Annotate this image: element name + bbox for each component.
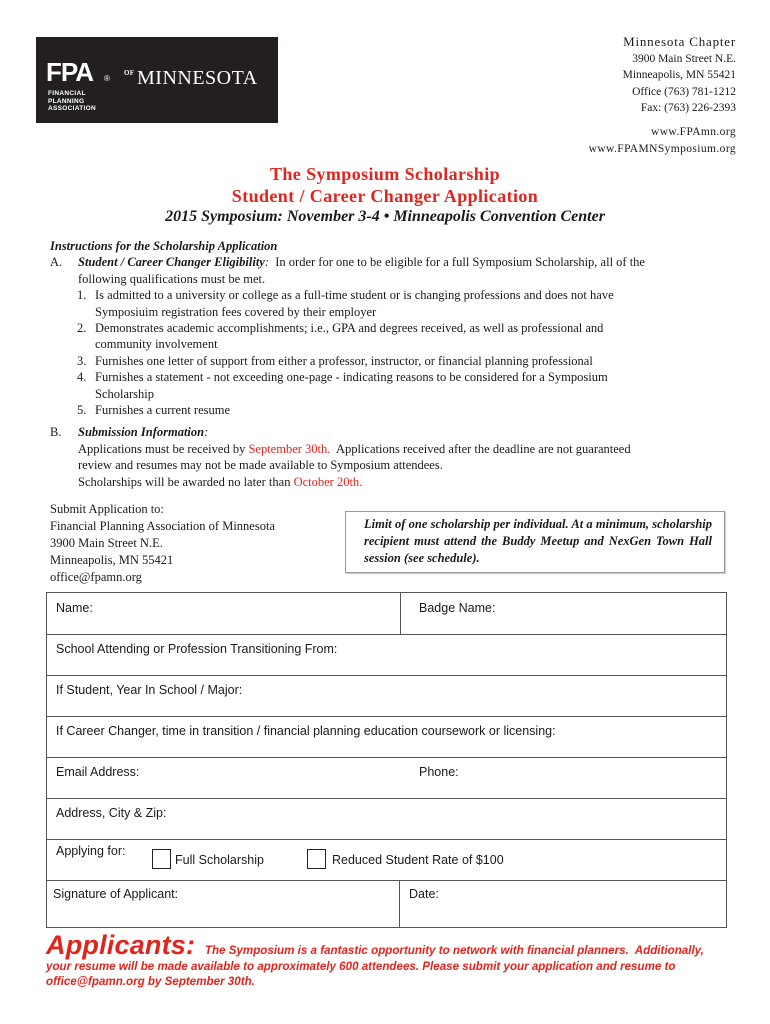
qualification-item: 2. Demonstrates academic accomplishments; i.e., GPA and degrees received, as well as professional and <box>77 321 604 336</box>
form-row-school <box>47 634 726 676</box>
logo-trademark: ® <box>104 74 110 83</box>
career-label: If Career Changer, time in transition / financial planning education coursework or licensing: <box>56 724 556 738</box>
form-row-career <box>47 716 726 758</box>
student-label: If Student, Year In School / Major: <box>56 683 243 697</box>
city: Minneapolis, MN 55421 <box>622 69 736 81</box>
website-symposium[interactable]: www.FPAMNSymposium.org <box>588 142 736 155</box>
submit-address: Submit Application to: Financial Planning Association of Minnesota 3900 Main Street N.E. Minneapolis, MN 55421 office@fpamn.org <box>50 502 275 584</box>
qualification-item: 4. Furnishes a statement - not exceeding one-page - indicating reasons to be considered for a Symposium <box>77 370 608 385</box>
address-label: Address, City & Zip: <box>56 806 167 820</box>
fpa-minnesota-logo <box>36 37 278 123</box>
qualification-item: 5. Furnishes a current resume <box>77 403 231 418</box>
award-date: October 20th. <box>293 474 363 489</box>
badge-name-label: Badge Name: <box>419 601 496 615</box>
logo-fpa: FPA <box>46 57 94 87</box>
websites <box>589 124 736 157</box>
title-scholarship: The Symposium Scholarship <box>269 164 501 184</box>
logo-state: MINNESOTA <box>137 67 258 89</box>
applicants-heading: Applicants: <box>46 930 196 960</box>
application-form <box>46 592 727 928</box>
instructions: Instructions for the Scholarship Application A. Student / Career Changer Eligibility: In order for one to be eligible for a full Symposium Scholarship, all of the following qualifications must be met. 1. Is admitted to a university or college as a full-time student or is changing professions and does not have Symposiuim registration fees covered by their employer 2. Demonstrates academic accomplishments; i.e., GPA and degrees received, as well as professional and community involvement 3. Furnishes one letter of support from either a professor, instructor, or financial planning professional 4. Furnishes a statement - not exceeding one-page - indicating reasons to be considered for a Symposium Scholarship 5. Furnishes a current resume B. Submission Information: Applications must be received by September 30th. Applications received after the deadline are not guaranteed review and resumes may not be made available to Symposium attendees. Scholarships will be awarded no later than October 20th. <box>50 238 740 490</box>
email-label: Email Address: <box>56 765 140 779</box>
chapter-name: Minnesota Chapter <box>623 34 736 49</box>
logo-of: OF <box>124 69 135 77</box>
qualification-item: 1. Is admitted to a university or college as a full-time student or is changing professions and does not have <box>77 288 614 303</box>
reduced-rate-label: Reduced Student Rate of $100 <box>332 853 504 867</box>
limit-note-box: Limit of one scholarship per individual. At a minimum, scholarship recipient must attend the Buddy Meetup and NexGen Town Hall session (see schedule). <box>345 511 725 573</box>
chapter-address <box>623 34 736 117</box>
applying-label: Applying for: <box>56 844 126 858</box>
form-row-name <box>47 593 726 635</box>
title-application: Student / Career Changer Application <box>231 186 539 206</box>
qualification-item: 3. Furnishes one letter of support from either a professor, instructor, or financial planning professional <box>77 353 593 368</box>
office-phone: Office (763) 781-1212 <box>632 85 736 98</box>
full-scholarship-label: Full Scholarship <box>175 853 264 867</box>
applicants-footer: Applicants: The Symposium is a fantastic opportunity to network with financial planners. Additionally, your resume will be made available to approximately 600 attendees. Please submit your application and resume to office@fpamn.org by September 30th. <box>46 938 730 990</box>
section-b-title: Submission Information <box>78 425 205 440</box>
form-row-email <box>47 757 726 799</box>
phone-label: Phone: <box>419 765 459 779</box>
form-row-student <box>47 675 726 717</box>
section-a: A. Student / Career Changer Eligibility: In order for one to be eligible for a full Symposium Scholarship, all of the <box>50 255 645 270</box>
form-row-address <box>47 798 726 840</box>
footer-email-line: office@fpamn.org by September 30th. <box>46 975 255 988</box>
section-b: B. Submission Information: <box>50 425 209 440</box>
fax: Fax: (763) 226-2393 <box>640 102 736 114</box>
deadline-date: September 30th. <box>248 441 331 456</box>
name-label: Name: <box>56 601 93 615</box>
submit-email[interactable]: office@fpamn.org <box>50 570 142 584</box>
form-row-applying <box>47 839 726 881</box>
form-row-signature <box>47 880 726 927</box>
full-scholarship-checkbox[interactable] <box>152 849 171 869</box>
school-label: School Attending or Profession Transitioning From: <box>56 642 338 656</box>
logo-subtitle: FINANCIAL PLANNING ASSOCIATION <box>48 90 96 112</box>
date-label: Date: <box>409 887 439 901</box>
section-a-title: Student / Career Changer Eligibility <box>78 255 265 270</box>
website-fpamn[interactable]: www.FPAmn.org <box>651 126 736 138</box>
signature-label: Signature of Applicant: <box>53 887 179 901</box>
title-event: 2015 Symposium: November 3-4 • Minneapolis Convention Center <box>165 208 605 225</box>
street: 3900 Main Street N.E. <box>632 52 736 65</box>
reduced-rate-checkbox[interactable] <box>307 849 326 869</box>
instructions-heading: Instructions for the Scholarship Application <box>50 239 278 253</box>
